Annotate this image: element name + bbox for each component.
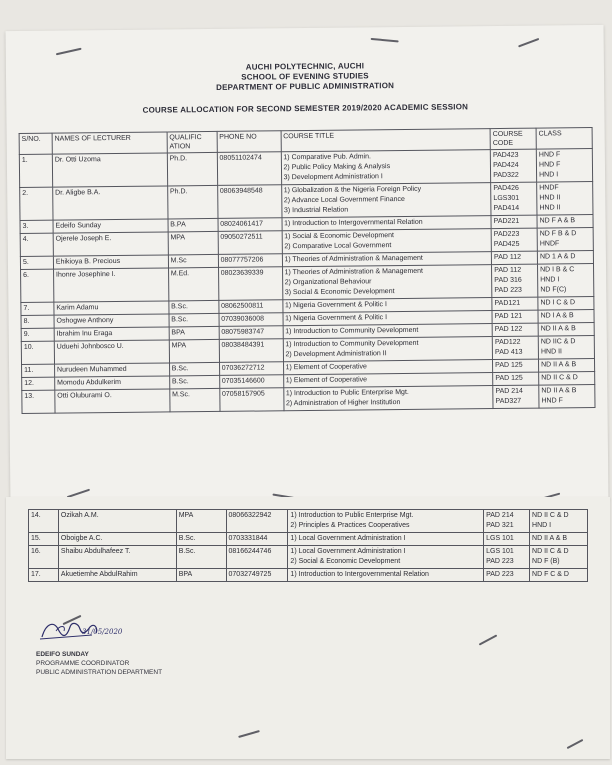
course-code-line: LGS 101 (486, 535, 514, 542)
cell-qualification: B.Sc. (176, 546, 226, 569)
class-line: ND F(C) (540, 286, 567, 294)
class-line: ND F (B) (532, 558, 560, 565)
course-line: 1) Introduction to Intergovernmental Relation (284, 218, 423, 228)
cell-phone: 08066322942 (226, 510, 288, 533)
cell-sno: 11. (22, 364, 55, 377)
class-line: ND F B & D (539, 230, 577, 238)
cell-phone: 08038484391 (219, 339, 283, 363)
course-line: 1) Introduction to Intergovernmental Relation (290, 571, 429, 578)
cell-phone: 08166244746 (226, 546, 288, 569)
cell-sno: 7. (21, 302, 54, 315)
cell-course-title (281, 150, 491, 185)
cell-lecturer-name: Shaibu Abdulhafeez T. (58, 546, 176, 569)
cell-course-code (492, 323, 538, 336)
cell-qualification: B.Sc. (169, 362, 219, 376)
class-line: HNDF (539, 184, 559, 192)
course-code-line: PAD 112 (493, 253, 522, 262)
course-line: 1) Nigeria Government & Politic I (285, 314, 388, 323)
cell-lecturer-name: Uduehi Johnbosco U. (54, 340, 169, 364)
course-line: 2) Organizational Behaviour (284, 278, 372, 287)
table-body-continued (29, 510, 588, 582)
course-line: 1) Social & Economic Development (284, 232, 394, 241)
course-code-line: PAD 214 (495, 387, 523, 396)
cell-class (538, 322, 594, 336)
class-line: ND II A & B (540, 325, 576, 333)
staple-mark (567, 739, 584, 749)
course-code-line: PAD221 (493, 217, 520, 226)
class-line: HND I (540, 276, 560, 284)
course-line: 2) Administration of Higher Institution (285, 399, 401, 408)
cell-class (538, 296, 594, 310)
cell-course-code (484, 533, 530, 546)
course-line: 2) Advance Local Government Finance (283, 195, 405, 205)
staple-mark (479, 634, 498, 645)
course-code-line: PAD 121 (494, 312, 523, 321)
cell-lecturer-name: Ozikah A.M. (58, 510, 176, 533)
course-line: 1) Introduction to Public Enterprise Mgt. (285, 388, 409, 398)
cell-qualification: M.Ed. (168, 267, 218, 301)
table-row (29, 569, 588, 582)
cell-qualification: B.Sc. (169, 300, 219, 314)
course-code-line: PAD 122 (494, 325, 523, 334)
course-line: 1) Introduction to Community Development (285, 339, 419, 349)
cell-course-code (484, 510, 530, 533)
cell-course-title (282, 229, 492, 254)
cell-class (530, 533, 588, 546)
course-code-line: PAD121 (494, 299, 521, 308)
course-code-line: PAD 125 (495, 361, 523, 370)
col-header-course-title: COURSE TITLE (281, 129, 491, 152)
cell-sno: 10. (21, 341, 54, 364)
cell-phone: 08077757206 (218, 254, 282, 268)
col-header-sno: S/NO. (19, 133, 52, 154)
table-row (29, 510, 588, 533)
course-code-line: PAD 223 (494, 286, 522, 295)
cell-phone: 08062500811 (219, 300, 283, 314)
cell-phone: 07036272712 (219, 362, 283, 376)
cell-lecturer-name: Oshogwe Anthony (54, 314, 169, 328)
cell-course-code (491, 228, 537, 251)
cell-phone: 0703331844 (226, 533, 288, 546)
signatory-department: PUBLIC ADMINISTRATION DEPARTMENT (36, 669, 163, 676)
cell-lecturer-name: Nurudeen Muhammed (54, 363, 169, 377)
table-row (29, 546, 588, 569)
cell-lecturer-name: Ojerele Joseph E. (53, 232, 168, 256)
class-line: ND I B & C (540, 266, 575, 274)
course-code-line: PAD223 (493, 230, 520, 239)
class-line: ND F A & B (539, 217, 576, 225)
cell-phone: 09050272511 (218, 231, 282, 255)
cell-phone: 08023639339 (218, 267, 282, 301)
cell-phone: 07039036008 (219, 313, 283, 327)
course-code-line: PAD322 (493, 171, 519, 180)
cell-qualification: B.Sc. (169, 313, 219, 327)
cell-sno: 2. (20, 187, 53, 220)
class-line: HND II (540, 348, 562, 356)
cell-course-code (491, 215, 537, 228)
class-line: ND II A & B (541, 387, 577, 395)
cell-course-code (491, 251, 537, 264)
cell-class (537, 251, 593, 265)
course-code-line: PAD 413 (494, 348, 523, 357)
course-code-line: PAD 125 (495, 374, 523, 383)
cell-sno: 14. (29, 510, 59, 533)
cell-sno: 4. (20, 233, 53, 256)
cell-qualification: MPA (176, 510, 226, 533)
course-line: 2) Comparative Local Government (284, 242, 392, 251)
class-line: HND I (532, 522, 552, 529)
class-line: ND 1 A & D (539, 253, 576, 261)
cell-lecturer-name: Momodu Abdulkerim (55, 376, 170, 390)
class-line: ND II C & D (532, 548, 569, 555)
course-line: 3) Development Administration I (283, 173, 383, 182)
cell-course-code (492, 310, 538, 323)
class-line: HND I (539, 171, 559, 179)
class-line: HNDF (539, 240, 560, 248)
allocation-table-continued (28, 509, 588, 582)
cell-course-title (288, 510, 484, 533)
cell-class (538, 335, 594, 359)
cell-qualification: M.Sc. (170, 388, 220, 412)
cell-phone: 08063948548 (217, 185, 281, 219)
class-line: ND F C & D (532, 571, 569, 578)
course-code-line: PAD327 (495, 397, 522, 406)
col-header-name: NAMES OF LECTURER (52, 132, 167, 154)
course-line: 3) Industrial Relation (283, 206, 349, 215)
course-code-line: PAD423 (492, 151, 519, 160)
course-code-line: PAD122 (494, 338, 521, 347)
table-row (22, 384, 595, 413)
class-line: HND F (538, 151, 561, 159)
course-code-line: PAD 316 (494, 276, 522, 285)
course-line: 1) Local Government Administration I (290, 535, 406, 542)
cell-sno: 13. (22, 390, 55, 413)
cell-qualification: B.Sc. (169, 375, 219, 389)
course-code-line: PAD424 (493, 161, 519, 170)
cell-lecturer-name: Ihonre Josephine I. (53, 268, 168, 302)
class-line: ND II A & B (541, 361, 577, 369)
table-body (19, 149, 595, 414)
cell-course-code (493, 372, 539, 385)
course-code-line: PAD 223 (486, 558, 514, 565)
class-line: HND II (539, 204, 561, 212)
cell-sno: 17. (29, 569, 59, 582)
cell-class (539, 384, 595, 408)
cell-sno: 6. (21, 269, 54, 302)
course-line: 1) Element of Cooperative (285, 376, 368, 385)
cell-lecturer-name: Dr. Aligbe B.A. (53, 186, 168, 220)
course-line: 1) Nigeria Government & Politic I (284, 301, 387, 310)
course-line: 1) Local Government Administration I (290, 548, 406, 555)
cell-qualification: MPA (169, 339, 219, 363)
course-line: 3) Social & Economic Development (284, 288, 395, 297)
course-code-line: PAD425 (493, 240, 520, 249)
cell-course-title (282, 265, 492, 300)
institution-name: AUCHI POLYTECHNIC, AUCHI (245, 61, 365, 72)
cell-course-code (491, 182, 537, 215)
cell-class (538, 263, 594, 297)
cell-class (537, 215, 593, 229)
cell-sno: 12. (22, 377, 55, 390)
col-header-phone: PHONE NO (217, 131, 281, 153)
course-line: 2) Public Policy Making & Analysis (283, 163, 391, 172)
cell-lecturer-name: Akuetiemhe AbdulRahim (58, 569, 176, 582)
course-line: 1) Theories of Administration & Management (284, 267, 424, 277)
cell-sno: 15. (29, 533, 59, 546)
cell-class (530, 510, 588, 533)
cell-phone: 07035146600 (219, 375, 283, 389)
cell-course-title (281, 183, 491, 218)
cell-class (537, 228, 593, 252)
cell-course-code (493, 359, 539, 372)
cell-qualification: BPA (176, 569, 226, 582)
cell-class (537, 182, 593, 216)
course-line: 1) Comparative Pub. Admin. (283, 153, 371, 162)
cell-lecturer-name: Ehikioya B. Precious (53, 255, 168, 269)
course-code-line: PAD426 (493, 184, 519, 193)
course-code-line: PAD 223 (486, 571, 514, 578)
cell-course-title (283, 337, 493, 362)
cell-course-code (492, 264, 538, 297)
course-line: 2) Principles & Practices Cooperatives (290, 522, 410, 529)
cell-course-code (492, 336, 538, 359)
cell-class (539, 358, 595, 372)
cell-course-code (484, 569, 530, 582)
cell-phone: 07032749725 (226, 569, 288, 582)
staple-mark (56, 48, 82, 56)
signatory-name: EDEIFO SUNDAY (36, 651, 89, 658)
school-name: SCHOOL OF EVENING STUDIES (241, 71, 369, 82)
cell-course-title (283, 386, 493, 411)
cell-qualification: Ph.D. (167, 185, 217, 219)
cell-course-title (288, 569, 484, 582)
signature-block (36, 615, 162, 677)
cell-lecturer-name: Ibrahim Inu Eraga (54, 327, 169, 341)
course-line: 1) Introduction to Community Development (285, 326, 419, 336)
second-page-sheet (6, 497, 610, 759)
class-line: HND F (538, 161, 561, 169)
cell-course-code (490, 149, 536, 182)
cell-qualification: BPA (169, 326, 219, 340)
cell-course-code (493, 385, 539, 408)
class-line: HND F (541, 397, 563, 405)
cell-sno: 3. (20, 220, 53, 233)
course-code-line: PAD 321 (486, 522, 514, 529)
course-code-line: PAD 214 (486, 512, 514, 519)
cell-qualification: M.Sc (168, 254, 218, 268)
cell-phone: 08051102474 (217, 152, 281, 186)
course-code-line: PAD 112 (494, 266, 522, 275)
course-code-line: LGS 101 (486, 548, 514, 555)
cell-sno: 5. (20, 256, 53, 269)
cell-phone: 08024061417 (218, 218, 282, 232)
staple-mark (238, 730, 260, 738)
class-line: ND I A & B (540, 312, 574, 320)
cell-course-title (288, 533, 484, 546)
class-line: ND I C & D (540, 299, 576, 307)
course-line: 1) Element of Cooperative (285, 363, 367, 372)
cell-class (539, 371, 595, 385)
course-line: 1) Introduction to Public Enterprise Mgt. (290, 512, 414, 519)
cell-lecturer-name: Karim Adamu (54, 301, 169, 315)
cell-class (536, 149, 592, 183)
cell-course-code (492, 297, 538, 310)
cell-lecturer-name: Edeifo Sunday (53, 219, 168, 233)
course-line: 2) Development Administration II (285, 350, 387, 359)
cell-sno: 16. (29, 546, 59, 569)
class-line: ND IIC & D (540, 338, 576, 346)
table-row (29, 533, 588, 546)
signatory-role: PROGRAMME COORDINATOR (36, 660, 130, 667)
course-line: 1) Globalization & the Nigeria Foreign Policy (283, 185, 422, 195)
course-code-line: LGS301 (493, 194, 520, 203)
cell-qualification: B.Sc. (176, 533, 226, 546)
cell-phone: 07058157905 (219, 388, 283, 412)
course-line: 2) Social & Economic Development (290, 558, 401, 565)
cell-class (538, 309, 594, 323)
class-line: HND II (539, 194, 561, 202)
department-name: DEPARTMENT OF PUBLIC ADMINISTRATION (216, 81, 395, 92)
cell-course-title (288, 546, 484, 569)
col-header-class: CLASS (536, 128, 592, 150)
class-line: ND II C & D (541, 374, 578, 382)
first-page-sheet (6, 25, 609, 506)
cell-sno: 8. (21, 315, 54, 328)
col-header-course-code: COURSE CODE (490, 128, 536, 149)
allocation-table (19, 127, 596, 414)
cell-lecturer-name: Oboigbe A.C. (58, 533, 176, 546)
col-header-qualification: QUALIFIC ATION (167, 131, 217, 153)
course-line: 1) Theories of Administration & Management (284, 254, 423, 264)
signature-date: 31/05/2020 (82, 628, 123, 636)
class-line: ND II A & B (532, 535, 568, 542)
staple-mark (371, 38, 399, 43)
cell-class (530, 569, 588, 582)
class-line: ND II C & D (532, 512, 569, 519)
course-code-line: PAD414 (493, 204, 520, 213)
cell-course-code (484, 546, 530, 569)
document-title: COURSE ALLOCATION FOR SECOND SEMESTER 2019/2020 ACADEMIC SESSION (142, 102, 469, 115)
cell-qualification: Ph.D. (167, 152, 217, 186)
staple-mark (518, 38, 539, 48)
cell-phone: 08075983747 (219, 326, 283, 340)
cell-lecturer-name: Otti Oluburami O. (55, 389, 170, 413)
cell-class (530, 546, 588, 569)
cell-qualification: B.PA (168, 218, 218, 232)
cell-qualification: MPA (168, 231, 218, 255)
cell-sno: 9. (21, 328, 54, 341)
cell-lecturer-name: Dr. Otti Uzoma (52, 153, 167, 187)
cell-sno: 1. (19, 154, 52, 187)
